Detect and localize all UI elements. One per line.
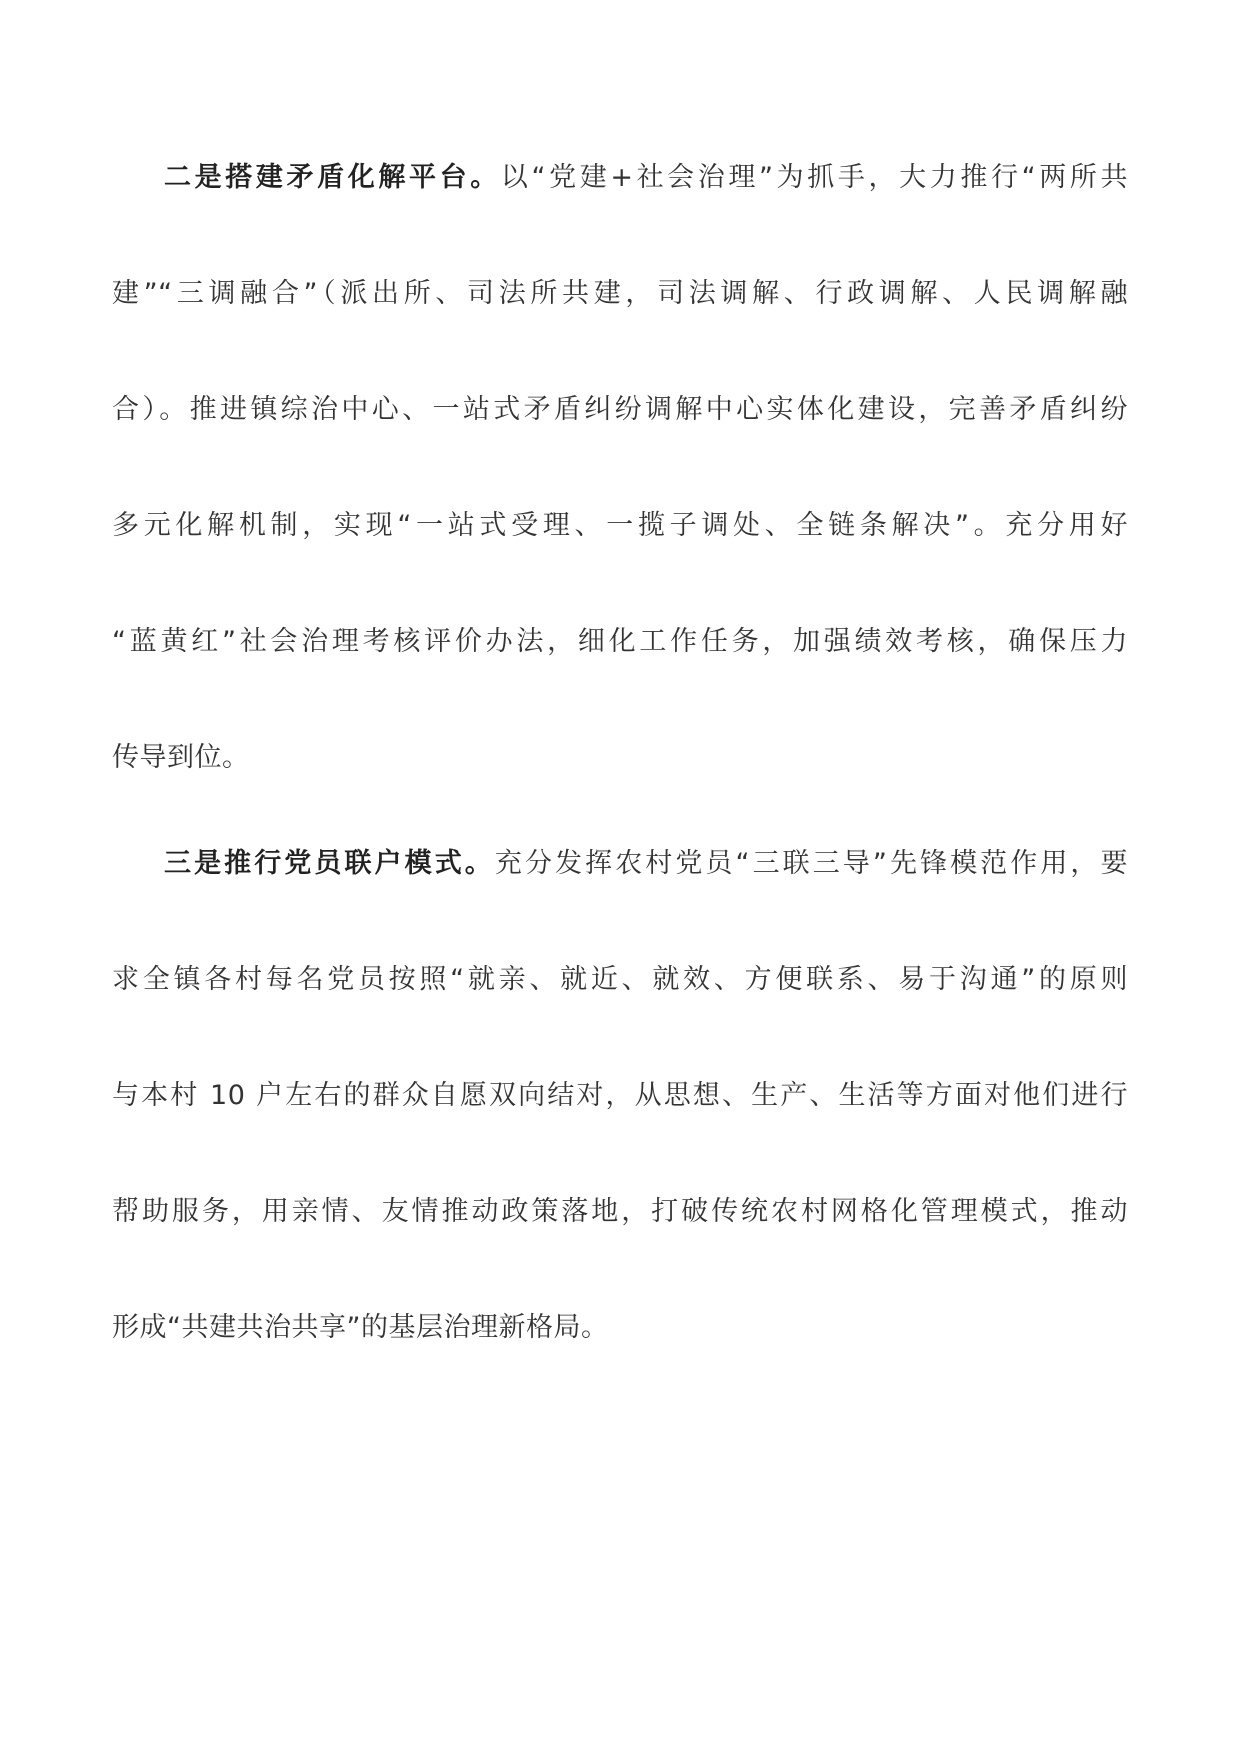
paragraph-2-text: 充分发挥农村党员“三联三导”先锋模范作用，要 — [494, 848, 1129, 879]
paragraph-1-line-3: 合）。推进镇综治中心、一站式矛盾纠纷调解中心实体化建设，完善矛盾纠纷 — [112, 394, 1128, 425]
paragraph-2-line-4: 帮助服务，用亲情、友情推动政策落地，打破传统农村网格化管理模式，推动 — [112, 1196, 1128, 1227]
paragraph-1-line-1 — [164, 158, 1128, 198]
paragraph-2-line-2: 求全镇各村每名党员按照“就亲、就近、就效、方便联系、易于沟通”的原则 — [112, 964, 1128, 995]
paragraph-2-line-1 — [164, 844, 1128, 884]
paragraph-2-line-3: 与本村 10 户左右的群众自愿双向结对，从思想、生产、生活等方面对他们进行 — [112, 1080, 1128, 1111]
paragraph-2-line-5: 形成“共建共治共享”的基层治理新格局。 — [112, 1312, 609, 1343]
paragraph-1-lead: 二是搭建矛盾化解平台。 — [164, 162, 501, 193]
paragraph-2-lead: 三是推行党员联户模式。 — [164, 848, 495, 879]
paragraph-1-line-6: 传导到位。 — [112, 742, 250, 773]
paragraph-1-line-4: 多元化解机制，实现“一站式受理、一揽子调处、全链条解决”。充分用好 — [112, 510, 1128, 541]
paragraph-1-line-2: 建”“三调融合”（派出所、司法所共建，司法调解、行政调解、人民调解融 — [112, 278, 1128, 309]
paragraph-1-text: 以“党建+社会治理”为抓手，大力推行“两所共 — [500, 162, 1128, 193]
paragraph-1-line-5: “蓝黄红”社会治理考核评价办法，细化工作任务，加强绩效考核，确保压力 — [112, 626, 1128, 657]
